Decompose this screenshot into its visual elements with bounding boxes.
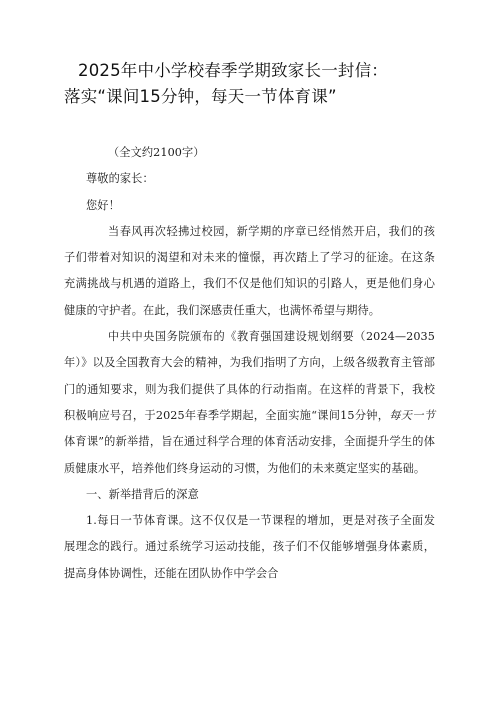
greeting: 您好！ xyxy=(86,198,120,212)
paragraph-1: 当春风再次轻拂过校园，新学期的序章已经悄然开启，我们的孩子们带着对知识的渴望和对未来的憧憬，再次踏上了学习的征途。在这条充满挑战与机遇的道路上，我们不仅是他们知识的引路人，更是他们身心健康的守护者。在此，我们深感责任重大，也满怀希望与期待。 xyxy=(64,224,435,317)
item-1: 1.每日一节体育课。这不仅仅是一节课程的增加，更是对孩子全面发展理念的践行。通过系统学习运动技能，孩子们不仅能够增强身体素质，提高身体协调性，还能在团队协作中学会合 xyxy=(64,514,435,580)
document-body xyxy=(64,140,435,587)
salutation: 尊敬的家长： xyxy=(86,172,154,186)
word-count: （全文约2100字） xyxy=(108,146,205,159)
paragraph-2-emphasis: 每天一节 xyxy=(389,408,435,422)
paragraph-2-part-a: 中共中央国务院颁布的《教育强国建设规划纲要（2024—2035年）》以及全国教育大会的精神，为我们指明了方向，上级各级教育主管部门的通知要求，则为我们提供了具体的行动指南。在这样的背景下，我校积极响应号召，于2025年春季学期起，全面实施“课间15分钟， xyxy=(64,330,435,422)
title-line-2: 落实“课间15分钟，每天一节体育课” xyxy=(64,87,337,106)
section-1-heading: 一、新举措背后的深意 xyxy=(86,487,199,501)
paragraph-2-part-b: 体育课”的新举措，旨在通过科学合理的体育活动安排，全面提升学生的体质健康水平，培养他们终身运动的习惯，为他们的未来奠定坚实的基础。 xyxy=(64,435,435,475)
document-title xyxy=(64,58,464,110)
title-line-1: 2025年中小学校春季学期致家长一封信： xyxy=(78,61,388,80)
paragraph-2 xyxy=(64,324,435,482)
